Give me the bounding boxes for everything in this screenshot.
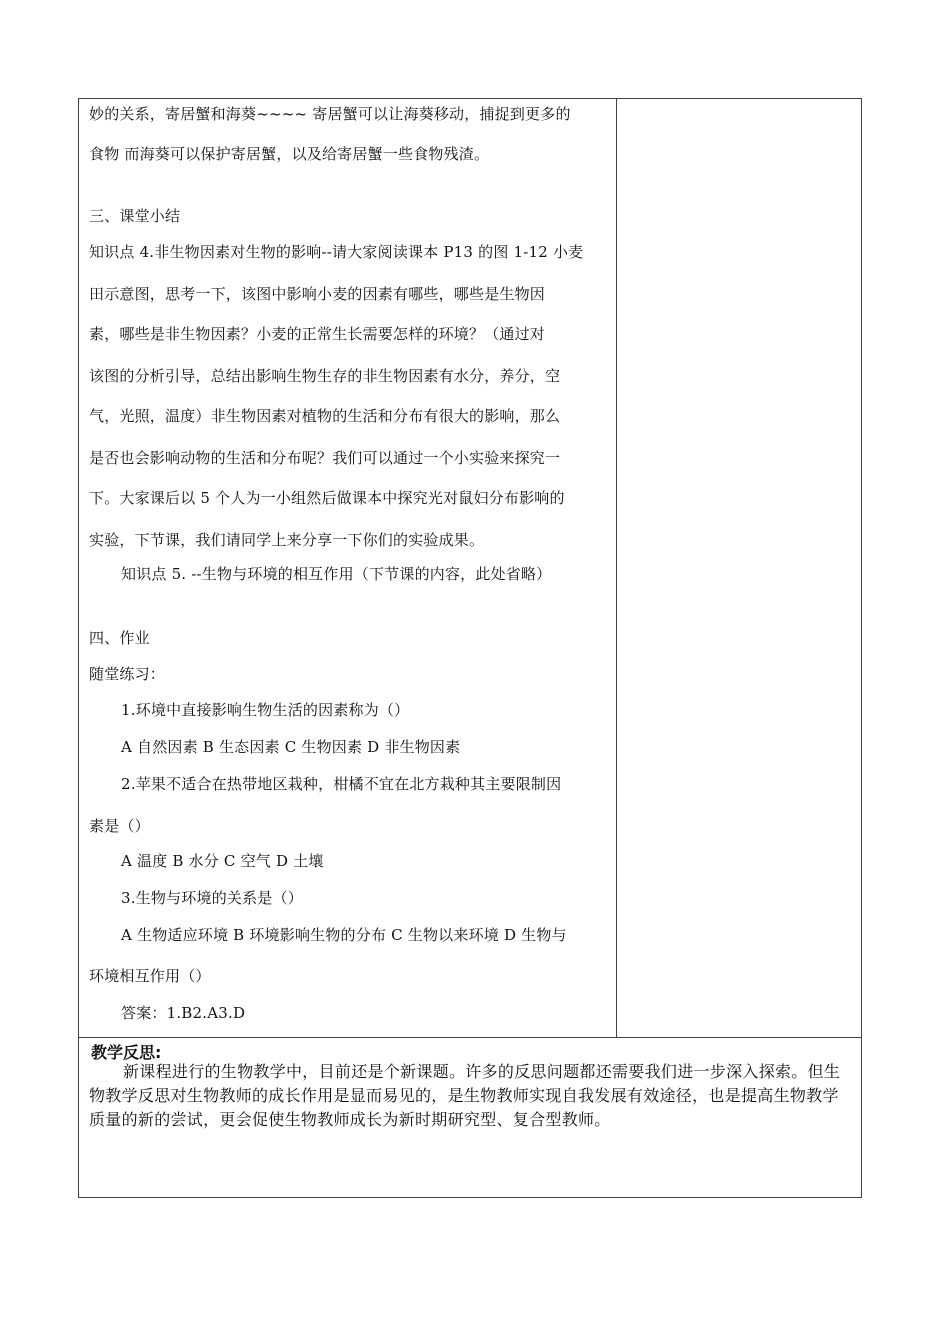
question-2: 2.苹果不适合在热带地区栽种，柑橘不宜在北方栽种其主要限制因: [121, 775, 562, 793]
reflection-cell: [79, 1038, 861, 1198]
text-line: 该图的分析引导，总结出影响生物生存的非生物因素有水分，养分，空: [89, 367, 561, 385]
text-line: 是否也会影响动物的生活和分布呢？我们可以通过一个小实验来探究一: [89, 449, 561, 467]
question-1: 1.环境中直接影响生物生活的因素称为（）: [121, 701, 410, 719]
question-2-cont: 素是（）: [89, 817, 150, 835]
text-line: 妙的关系，寄居蟹和海葵~~~~ 寄居蟹可以让海葵移动，捕捉到更多的: [89, 105, 571, 123]
text-line: 田示意图，思考一下，该图中影响小麦的因素有哪些，哪些是生物因: [89, 285, 546, 303]
content-cell: [79, 99, 617, 1037]
text-line: 随堂练习：: [89, 665, 166, 683]
question-3-options: A 生物适应环境 B 环境影响生物的分布 C 生物以来环境 D 生物与: [121, 926, 567, 944]
text-line: 下。大家课后以 5 个人为一小组然后做课本中探究光对鼠妇分布影响的: [89, 489, 565, 507]
text-line: 气，光照，温度）非生物因素对植物的生活和分布有很大的影响，那么: [89, 407, 561, 425]
text-line: 知识点 5. --生物与环境的相互作用（下节课的内容，此处省略）: [121, 565, 552, 583]
reflection-title: 教学反思:: [91, 1043, 162, 1062]
text-line: 素，哪些是非生物因素？小麦的正常生长需要怎样的环境？（通过对: [89, 325, 546, 343]
text-line: 食物 而海葵可以保护寄居蟹，以及给寄居蟹一些食物残渣。: [89, 145, 490, 163]
text-line: 知识点 4.非生物因素对生物的影响--请大家阅读课本 P13 的图 1-12 小麦: [89, 243, 584, 261]
lesson-table: [78, 98, 862, 1198]
text-line: 实验，下节课，我们请同学上来分享一下你们的实验成果。: [89, 531, 485, 549]
section-heading: 三、课堂小结: [89, 207, 181, 225]
question-1-options: A 自然因素 B 生态因素 C 生物因素 D 非生物因素: [121, 738, 461, 756]
reflection-body: 新课程进行的生物教学中，目前还是个新课题。许多的反思问题都还需要我们进一步深入探索。但生物教学反思对生物教师的成长作用是显而易见的，是生物教师实现自我发展有效途径，也是提高生物教学质量的新的尝试，更会促使生物教师成长为新时期研究型、复合型教师。: [89, 1062, 841, 1129]
empty-cell: [617, 99, 862, 1037]
answers: 答案：1.B2.A3.D: [121, 1004, 246, 1022]
question-2-options: A 温度 B 水分 C 空气 D 土壤: [121, 852, 324, 870]
question-3-cont: 环境相互作用（）: [89, 967, 211, 985]
section-heading: 四、作业: [89, 629, 150, 647]
question-3: 3.生物与环境的关系是（）: [121, 889, 303, 907]
